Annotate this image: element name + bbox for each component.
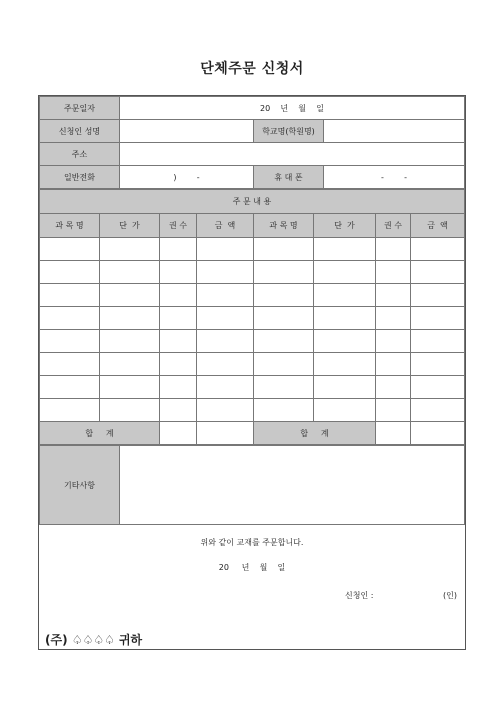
order-cell[interactable]: [411, 376, 465, 399]
order-cell[interactable]: [197, 238, 254, 261]
order-item-row: [40, 376, 465, 399]
column-header: 과 목 명: [40, 214, 100, 238]
order-cell[interactable]: [376, 353, 411, 376]
order-cell[interactable]: [254, 353, 314, 376]
order-cell[interactable]: [376, 307, 411, 330]
order-cell[interactable]: [254, 284, 314, 307]
order-cell[interactable]: [100, 307, 160, 330]
order-cell[interactable]: [314, 353, 376, 376]
order-cell[interactable]: [254, 330, 314, 353]
order-cell[interactable]: [40, 261, 100, 284]
phone-field[interactable]: ) -: [120, 166, 254, 189]
order-cell[interactable]: [314, 284, 376, 307]
order-cell[interactable]: [376, 376, 411, 399]
order-cell[interactable]: [411, 307, 465, 330]
order-cell[interactable]: [411, 238, 465, 261]
order-cell[interactable]: [314, 238, 376, 261]
order-cell[interactable]: [100, 284, 160, 307]
column-header: 금 액: [197, 214, 254, 238]
order-cell[interactable]: [411, 284, 465, 307]
total-qty-right[interactable]: [376, 422, 411, 445]
order-item-row: [40, 330, 465, 353]
order-cell[interactable]: [197, 307, 254, 330]
address-field[interactable]: [120, 143, 465, 166]
order-form: [38, 95, 466, 650]
order-cell[interactable]: [376, 261, 411, 284]
order-cell[interactable]: [100, 353, 160, 376]
order-cell[interactable]: [197, 261, 254, 284]
notes-label: 기타사항: [40, 446, 120, 525]
order-section-label: 주 문 내 용: [40, 190, 465, 214]
order-cell[interactable]: [254, 399, 314, 422]
order-cell[interactable]: [376, 330, 411, 353]
column-header: 단 가: [314, 214, 376, 238]
info-table: [39, 96, 465, 189]
order-item-row: [40, 399, 465, 422]
order-date-label: 주문일자: [40, 97, 120, 120]
column-header: 금 액: [411, 214, 465, 238]
order-cell[interactable]: [100, 238, 160, 261]
order-cell[interactable]: [411, 353, 465, 376]
order-cell[interactable]: [160, 307, 197, 330]
order-cell[interactable]: [254, 238, 314, 261]
order-cell[interactable]: [160, 330, 197, 353]
order-cell[interactable]: [197, 376, 254, 399]
order-cell[interactable]: [411, 399, 465, 422]
order-cell[interactable]: [40, 307, 100, 330]
statement-date: 20 년 월 일: [218, 563, 286, 572]
order-cell[interactable]: [160, 376, 197, 399]
total-amount-right[interactable]: [411, 422, 465, 445]
order-date-row: [40, 97, 465, 120]
notes-row: [40, 446, 465, 525]
order-cell[interactable]: [100, 399, 160, 422]
order-cell[interactable]: [160, 284, 197, 307]
order-cell[interactable]: [376, 238, 411, 261]
seal-mark: (인): [443, 591, 457, 600]
order-cell[interactable]: [197, 284, 254, 307]
school-name-label: 학교명(학원명): [254, 120, 324, 143]
order-cell[interactable]: [160, 238, 197, 261]
order-cell[interactable]: [160, 353, 197, 376]
signer-label: 신청인 :: [345, 591, 374, 600]
order-cell[interactable]: [40, 284, 100, 307]
phone-row: [40, 166, 465, 189]
form-title: 단체주문 신청서: [200, 61, 304, 77]
order-item-row: [40, 307, 465, 330]
school-name-field[interactable]: [324, 120, 465, 143]
order-cell[interactable]: [314, 261, 376, 284]
total-label-left: 합 계: [40, 422, 160, 445]
order-cell[interactable]: [160, 399, 197, 422]
total-label-right: 합 계: [254, 422, 376, 445]
order-item-row: [40, 238, 465, 261]
order-cell[interactable]: [254, 261, 314, 284]
order-item-row: [40, 284, 465, 307]
recipient-line: (주) ♤♤♤♤ 귀하: [45, 633, 143, 647]
order-cell[interactable]: [40, 238, 100, 261]
total-qty-left[interactable]: [160, 422, 197, 445]
column-header: 과 목 명: [254, 214, 314, 238]
column-header: 권 수: [376, 214, 411, 238]
order-cell[interactable]: [40, 330, 100, 353]
order-cell[interactable]: [100, 261, 160, 284]
order-cell[interactable]: [314, 307, 376, 330]
phone-label: 일반전화: [40, 166, 120, 189]
order-rows: [40, 238, 465, 422]
order-cell[interactable]: [197, 353, 254, 376]
order-table: [39, 189, 465, 445]
order-cell[interactable]: [314, 399, 376, 422]
address-label: 주소: [40, 143, 120, 166]
mobile-label: 휴 대 폰: [254, 166, 324, 189]
order-column-header-row: [40, 214, 465, 238]
order-cell[interactable]: [314, 376, 376, 399]
order-cell[interactable]: [376, 399, 411, 422]
applicant-name-field[interactable]: [120, 120, 254, 143]
order-cell[interactable]: [254, 307, 314, 330]
order-cell[interactable]: [40, 376, 100, 399]
order-statement: 위와 같이 교재를 주문합니다.: [200, 538, 304, 547]
order-cell[interactable]: [197, 330, 254, 353]
column-header: 단 가: [100, 214, 160, 238]
total-row: [40, 422, 465, 445]
order-cell[interactable]: [100, 330, 160, 353]
total-amount-left[interactable]: [197, 422, 254, 445]
notes-field[interactable]: [120, 446, 465, 525]
order-cell[interactable]: [254, 376, 314, 399]
order-cell[interactable]: [197, 399, 254, 422]
order-section-header: [40, 190, 465, 214]
order-cell[interactable]: [376, 284, 411, 307]
order-cell[interactable]: [411, 261, 465, 284]
order-item-row: [40, 261, 465, 284]
order-cell[interactable]: [40, 399, 100, 422]
mobile-field[interactable]: - -: [324, 166, 465, 189]
order-item-row: [40, 353, 465, 376]
applicant-name-label: 신청인 성명: [40, 120, 120, 143]
column-header: 권 수: [160, 214, 197, 238]
applicant-row: [40, 120, 465, 143]
order-cell[interactable]: [100, 376, 160, 399]
order-cell[interactable]: [411, 330, 465, 353]
notes-table: [39, 445, 465, 525]
order-cell[interactable]: [160, 261, 197, 284]
order-cell[interactable]: [40, 353, 100, 376]
address-row: [40, 143, 465, 166]
order-cell[interactable]: [314, 330, 376, 353]
order-date-field[interactable]: 20 년 월 일: [120, 97, 465, 120]
